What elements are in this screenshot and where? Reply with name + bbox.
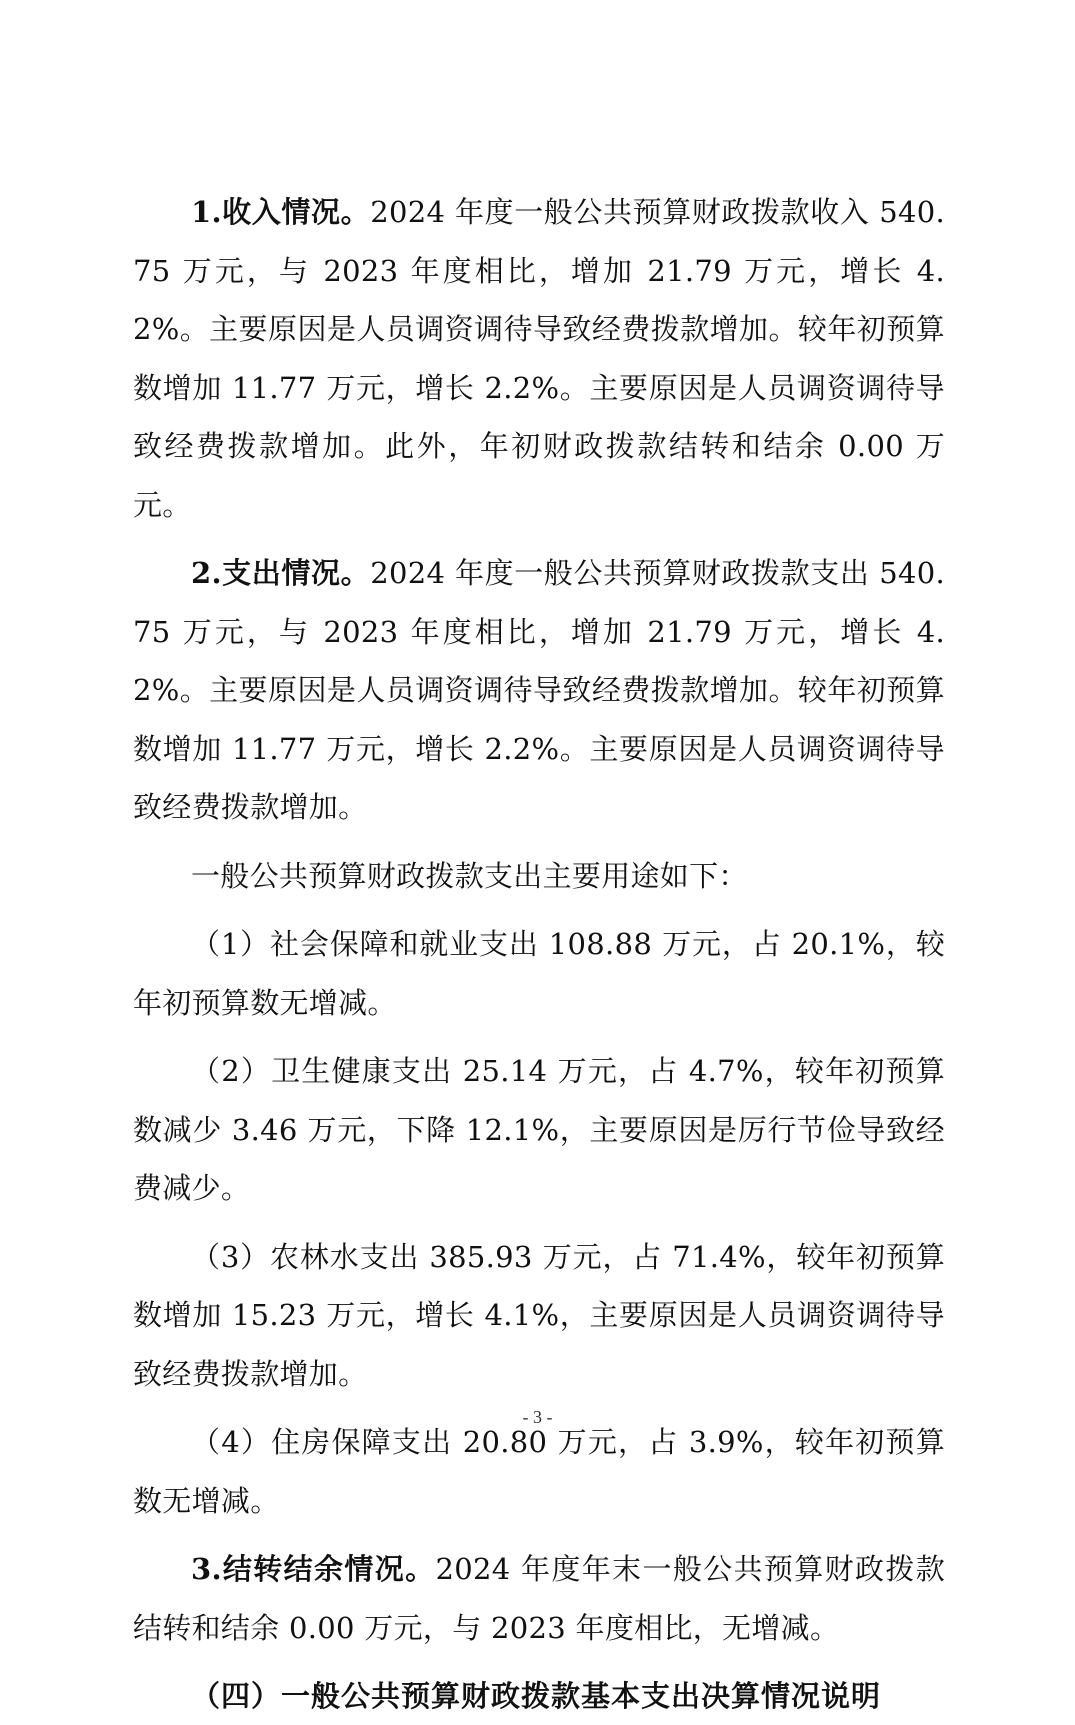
carryover-paragraph	[133, 1540, 945, 1657]
expenditure-heading: 2.支出情况。	[191, 556, 371, 590]
usage-item-agriculture	[133, 1228, 945, 1404]
page-number: - 3 -	[522, 1407, 553, 1427]
expenditure-paragraph	[133, 544, 945, 837]
carryover-heading: 3.结转结余情况。	[191, 1552, 436, 1586]
usage-intro-paragraph	[133, 847, 945, 906]
usage-item-housing	[133, 1413, 945, 1530]
section-heading: （四）一般公共预算财政拨款基本支出决算情况说明	[191, 1679, 882, 1713]
expenditure-text: 2024 年度一般公共预算财政拨款支出 540.75 万元，与 2023 年度相比，增加 21.79 万元，增长 4.2%。主要原因是人员调资调待导致经费拨款增加。较年初预算数增加 11.77 万元，增长 2.2%。主要原因是人员调资调待导致经费拨款增加。	[133, 556, 946, 824]
income-paragraph	[133, 183, 945, 534]
usage-item-text: （1）社会保障和就业支出 108.88 万元，占 20.1%，较年初预算数无增减。	[133, 927, 945, 1020]
document-body	[133, 183, 945, 1725]
usage-item-text: （4）住房保障支出 20.80 万元，占 3.9%，较年初预算数无增减。	[133, 1425, 945, 1518]
usage-item-text: （3）农林水支出 385.93 万元，占 71.4%，较年初预算数增加 15.23 万元，增长 4.1%，主要原因是人员调资调待导致经费拨款增加。	[133, 1239, 945, 1391]
carryover-text: 2024 年度年末一般公共预算财政拨款结转和结余 0.00 万元，与 2023 年度相比，无增减。	[133, 1552, 945, 1645]
income-text: 2024 年度一般公共预算财政拨款收入 540.75 万元，与 2023 年度相比，增加 21.79 万元，增长 4.2%。主要原因是人员调资调待导致经费拨款增加。较年初预算数增加 11.77 万元，增长 2.2%。主要原因是人员调资调待导致经费拨款增加。此外，年初财政拨款结转和结余 0.00 万元。	[133, 195, 946, 522]
usage-item-text: （2）卫生健康支出 25.14 万元，占 4.7%，较年初预算数减少 3.46 万元，下降 12.1%，主要原因是厉行节俭导致经费减少。	[133, 1054, 945, 1205]
usage-item-health	[133, 1042, 945, 1218]
usage-intro-text: 一般公共预算财政拨款支出主要用途如下：	[191, 858, 748, 893]
usage-item-social-security	[133, 915, 945, 1032]
income-heading: 1.收入情况。	[191, 195, 371, 229]
